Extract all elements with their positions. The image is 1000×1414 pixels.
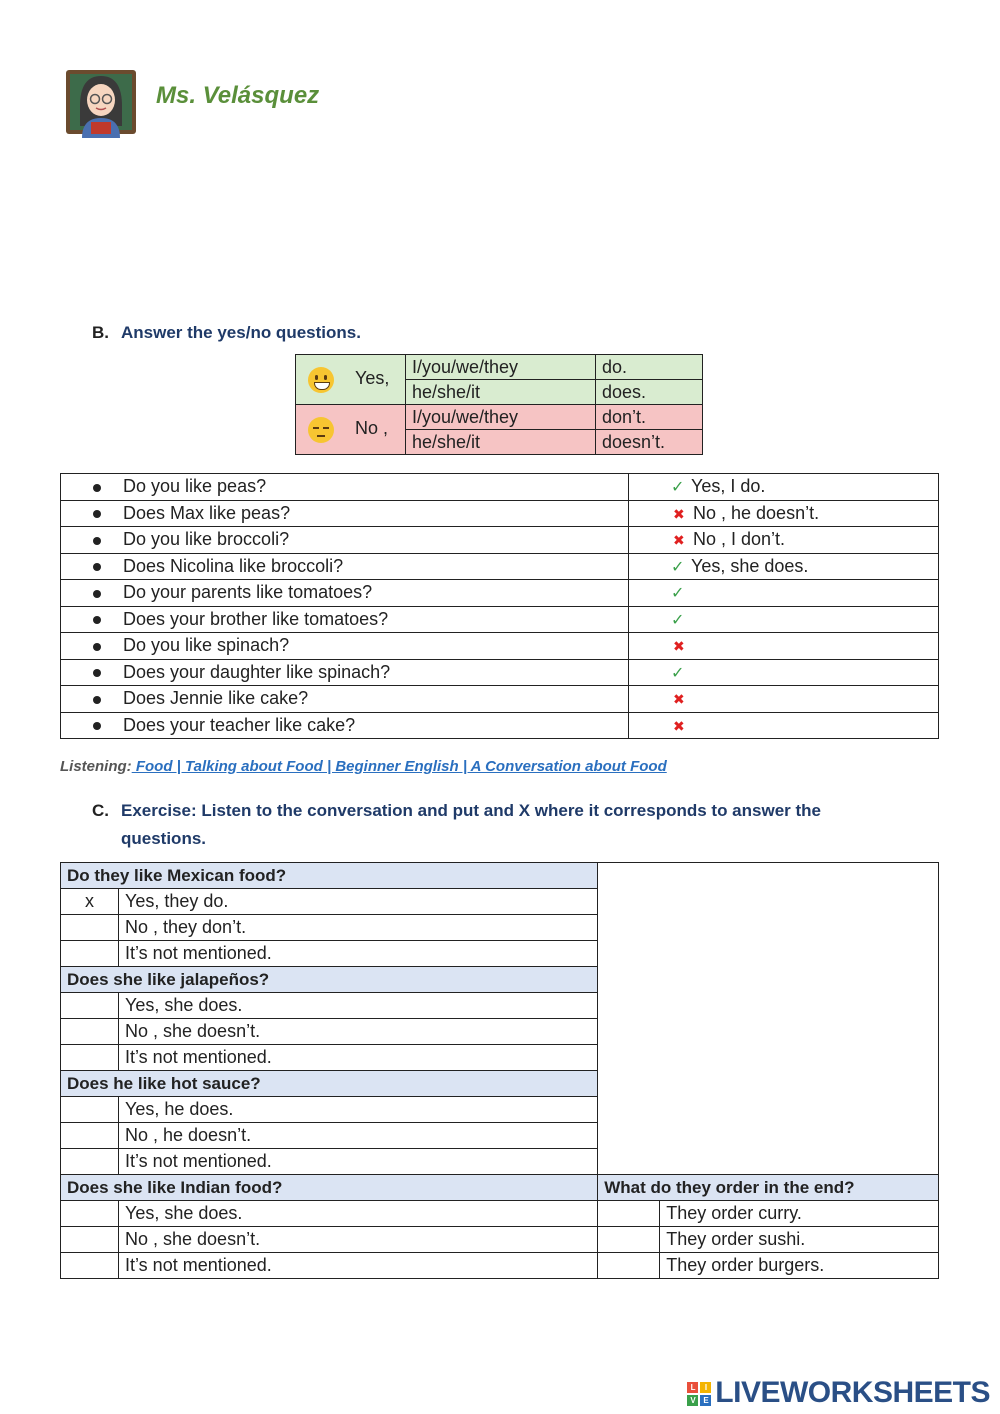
grammar-subject: I/you/we/they [406, 355, 596, 380]
grammar-row [296, 355, 703, 380]
option-text: It’s not mentioned. [119, 1253, 598, 1279]
listening-line [60, 758, 667, 775]
option-text: Yes, she does. [119, 1201, 598, 1227]
option-row [61, 1227, 939, 1253]
question-cell [61, 580, 629, 607]
option-text: Yes, they do. [119, 889, 598, 915]
section-c-heading [92, 797, 912, 853]
mark-cell[interactable] [61, 1045, 119, 1071]
answer-text: Yes, she does. [691, 555, 809, 576]
bullet-icon [93, 590, 101, 598]
mark-cell[interactable] [61, 1123, 119, 1149]
pensive-face-icon [308, 417, 334, 443]
mark-cell[interactable] [61, 1097, 119, 1123]
check-icon: ✓ [671, 664, 685, 682]
grammar-no-cell [296, 405, 406, 455]
listening-question: Does she like jalapeños? [61, 967, 598, 993]
cross-icon: ✖ [673, 505, 685, 522]
option-text: Yes, she does. [119, 993, 598, 1019]
question-cell [61, 553, 629, 580]
section-b-heading [92, 323, 361, 343]
question-row [61, 606, 939, 633]
teacher-emoji-icon [64, 66, 138, 138]
grammar-subject: he/she/it [406, 430, 596, 455]
section-b-title: Answer the yes/no questions. [121, 323, 361, 342]
question-text: Does Max like peas? [123, 502, 291, 523]
question-cell [61, 500, 629, 527]
grammar-aux: do. [596, 355, 703, 380]
question-cell [61, 712, 629, 739]
option-text: It’s not mentioned. [119, 941, 598, 967]
option-text: They order curry. [660, 1201, 939, 1227]
teacher-avatar [64, 66, 138, 138]
question-text: Does your brother like tomatoes? [123, 608, 389, 629]
question-text: Does your daughter like spinach? [123, 661, 391, 682]
answer-cell[interactable] [629, 712, 939, 739]
check-icon: ✓ [671, 585, 685, 603]
mark-cell[interactable] [598, 1227, 660, 1253]
question-text: Do your parents like tomatoes? [123, 582, 373, 603]
bullet-icon [93, 616, 101, 624]
cross-icon: ✖ [673, 638, 685, 655]
option-text: No , he doesn’t. [119, 1123, 598, 1149]
question-text: Does your teacher like cake? [123, 714, 356, 735]
mark-cell[interactable] [61, 1019, 119, 1045]
answer-text: No , he doesn’t. [693, 502, 820, 523]
grammar-subject: I/you/we/they [406, 405, 596, 430]
answer-cell[interactable] [629, 500, 939, 527]
answer-cell[interactable] [629, 633, 939, 660]
question-row [61, 527, 939, 554]
option-text: It’s not mentioned. [119, 1045, 598, 1071]
mark-cell[interactable]: x [61, 889, 119, 915]
answer-text: Yes, I do. [691, 476, 766, 497]
mark-cell[interactable] [61, 1253, 119, 1279]
answer-cell[interactable] [629, 527, 939, 554]
question-text: Does Nicolina like broccoli? [123, 555, 344, 576]
bullet-icon [93, 510, 101, 518]
option-row [61, 1253, 939, 1279]
answer-cell[interactable] [629, 553, 939, 580]
answer-cell[interactable] [629, 474, 939, 501]
question-header-row [61, 863, 939, 889]
bullet-icon [93, 563, 101, 571]
bullet-icon [93, 643, 101, 651]
option-text: They order sushi. [660, 1227, 939, 1253]
answer-text: No , I don’t. [693, 529, 786, 550]
question-header-row [61, 1175, 939, 1201]
question-cell [61, 474, 629, 501]
answer-cell[interactable] [629, 659, 939, 686]
check-icon: ✓ [671, 558, 685, 576]
question-row [61, 659, 939, 686]
question-text: Does Jennie like cake? [123, 688, 309, 709]
listening-label: Listening: [60, 758, 132, 775]
question-row [61, 633, 939, 660]
grammar-aux: does. [596, 380, 703, 405]
option-text: It’s not mentioned. [119, 1149, 598, 1175]
question-cell [61, 659, 629, 686]
no-label: No , [355, 418, 389, 439]
yes-label: Yes, [355, 368, 390, 389]
question-row [61, 553, 939, 580]
question-row [61, 686, 939, 713]
question-text: Do you like broccoli? [123, 529, 290, 550]
bullet-icon [93, 537, 101, 545]
grammar-row [296, 405, 703, 430]
option-text: No , she doesn’t. [119, 1019, 598, 1045]
question-row [61, 474, 939, 501]
grammar-yes-cell [296, 355, 406, 405]
section-b-letter: B. [92, 323, 109, 342]
grinning-face-icon [308, 367, 334, 393]
answer-cell[interactable] [629, 686, 939, 713]
check-icon: ✓ [671, 479, 685, 497]
question-cell [61, 527, 629, 554]
cross-icon: ✖ [673, 532, 685, 549]
mark-cell[interactable] [61, 941, 119, 967]
mark-cell[interactable] [61, 993, 119, 1019]
cross-icon: ✖ [673, 691, 685, 708]
grammar-aux: don’t. [596, 405, 703, 430]
mark-cell[interactable] [61, 915, 119, 941]
option-row [61, 1201, 939, 1227]
check-icon: ✓ [671, 611, 685, 629]
option-text: Yes, he does. [119, 1097, 598, 1123]
mark-cell[interactable] [598, 1201, 660, 1227]
questions-table [60, 473, 939, 739]
grammar-table [295, 354, 703, 455]
section-c-letter: C. [92, 801, 109, 820]
listening-link[interactable]: Food | Talking about Food | Beginner English | A Conversation about Food [131, 758, 667, 775]
mark-cell[interactable] [61, 1149, 119, 1175]
bullet-icon [93, 696, 101, 704]
bullet-icon [93, 484, 101, 492]
logo-text: LIVEWORKSHEETS [715, 1376, 990, 1409]
liveworksheets-logo [687, 1376, 990, 1410]
listening-question: Does she like Indian food? [61, 1175, 598, 1201]
option-text: No , she doesn’t. [119, 1227, 598, 1253]
listening-exercise-table [60, 862, 939, 1279]
mark-cell[interactable] [61, 1227, 119, 1253]
listening-question: Does he like hot sauce? [61, 1071, 598, 1097]
question-cell [61, 686, 629, 713]
section-c-title-line1: Exercise: Listen to the conversation and put and X where it corresponds to answer the [121, 801, 821, 820]
listening-question: Do they like Mexican food? [61, 863, 598, 889]
bullet-icon [93, 669, 101, 677]
mark-cell[interactable] [61, 1201, 119, 1227]
answer-cell[interactable] [629, 606, 939, 633]
option-text: They order burgers. [660, 1253, 939, 1279]
blank-area [598, 863, 939, 1175]
answer-cell[interactable] [629, 580, 939, 607]
section-c-title-line2: questions. [121, 829, 207, 848]
grammar-subject: he/she/it [406, 380, 596, 405]
cross-icon: ✖ [673, 717, 685, 734]
mark-cell[interactable] [598, 1253, 660, 1279]
question-cell [61, 633, 629, 660]
question-row [61, 580, 939, 607]
bullet-icon [93, 722, 101, 730]
question-text: Do you like peas? [123, 476, 267, 497]
option-text: No , they don’t. [119, 915, 598, 941]
order-question: What do they order in the end? [598, 1175, 939, 1201]
question-row [61, 712, 939, 739]
question-row [61, 500, 939, 527]
logo-mark-icon: L I V E [687, 1382, 711, 1406]
grammar-aux: doesn’t. [596, 430, 703, 455]
question-cell [61, 606, 629, 633]
teacher-name: Ms. Velásquez [156, 82, 320, 109]
question-text: Do you like spinach? [123, 635, 290, 656]
